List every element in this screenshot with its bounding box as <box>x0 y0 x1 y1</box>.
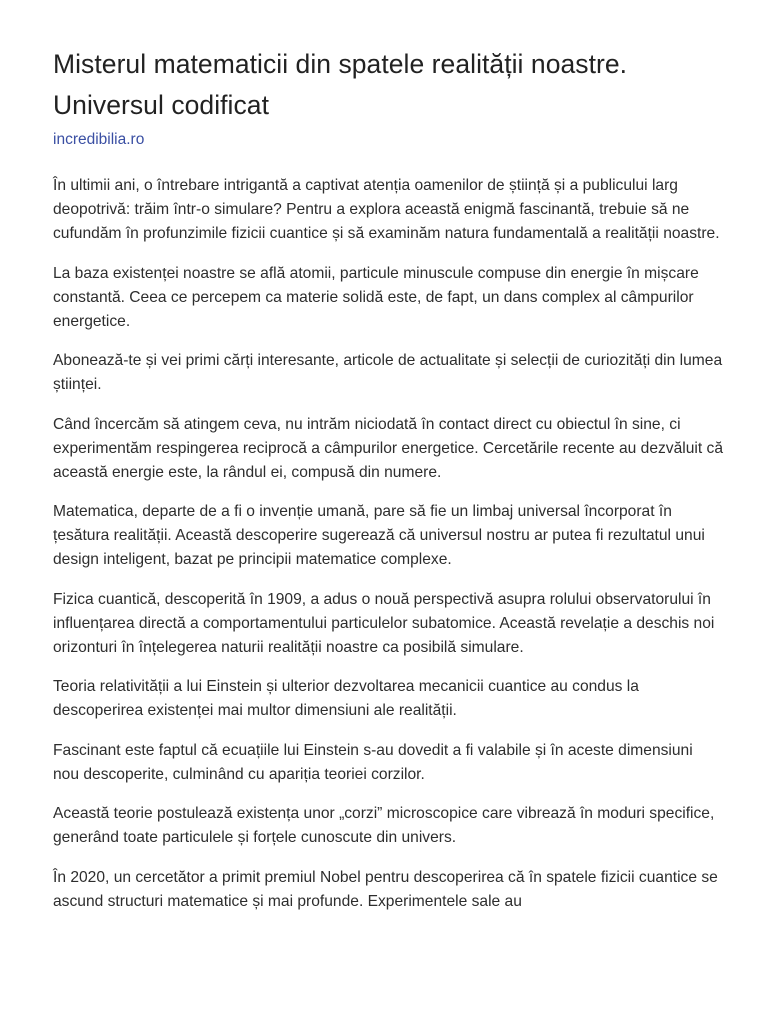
article-page <box>53 44 723 929</box>
source-link[interactable]: incredibilia.ro <box>53 131 145 148</box>
article-title-line-2: Universul codificat <box>53 90 269 120</box>
article-title <box>53 44 723 126</box>
paragraph-6: Fizica cuantică, descoperită în 1909, a adus o nouă perspectivă asupra rolului observatorului în influențarea directă a comportamentului particulelor subatomice. Această revelație a deschis noi orizonturi în înțelegerea naturii realității noastre ca posibilă simulare. <box>53 590 715 656</box>
paragraph-4: Când încercăm să atingem ceva, nu intrăm niciodată în contact direct cu obiectul în sine, ci experimentăm respingerea reciprocă a câmpurilor energetice. Cercetările recente au dezvăluit că această energie este, la rândul ei, compusă din numere. <box>53 415 723 481</box>
paragraph-5: Matematica, departe de a fi o invenție umană, pare să fie un limbaj universal încorporat în țesătura realității. Această descoperire sugerează că universul nostru ar putea fi rezultatul unui design inteligent, bazat pe principii matematice complexe. <box>53 503 705 568</box>
paragraph-subscribe: Abonează-te și vei primi cărți interesante, articole de actualitate și selecții de curiozități din lumea științei. <box>53 352 723 393</box>
paragraph-7: Teoria relativității a lui Einstein și ulterior dezvoltarea mecanicii cuantice au condus la descoperirea existenței mai multor dimensiuni ale realității. <box>53 678 639 719</box>
article-title-line-1: Misterul matematicii din spatele realității noastre. <box>53 49 628 79</box>
article-body <box>53 174 723 914</box>
paragraph-10: În 2020, un cercetător a primit premiul Nobel pentru descoperirea că în spatele fizicii cuantice se ascund structuri matematice și mai profunde. Experimentele sale au <box>53 868 718 910</box>
paragraph-9: Această teorie postulează existența unor „corzi” microscopice care vibrează în moduri specifice, generând toate particulele și forțele cunoscute din univers. <box>53 805 715 846</box>
paragraph-2: La baza existenței noastre se află atomii, particule minuscule compuse din energie în mișcare constantă. Ceea ce percepem ca materie solidă este, de fapt, un dans complex al câmpurilor energetice. <box>53 264 699 330</box>
paragraph-8: Fascinant este faptul că ecuațiile lui Einstein s-au dovedit a fi valabile și în aceste dimensiuni nou descoperite, culminând cu apariția teoriei corzilor. <box>53 741 693 783</box>
paragraph-1: În ultimii ani, o întrebare intrigantă a captivat atenția oamenilor de știință și a publicului larg deopotrivă: trăim într-o simulare? Pentru a explora această enigmă fascinantă, trebuie să ne cufundăm în profunzimile fizicii cuantice și să examinăm natura fundamentală a realității noastre. <box>53 177 720 242</box>
